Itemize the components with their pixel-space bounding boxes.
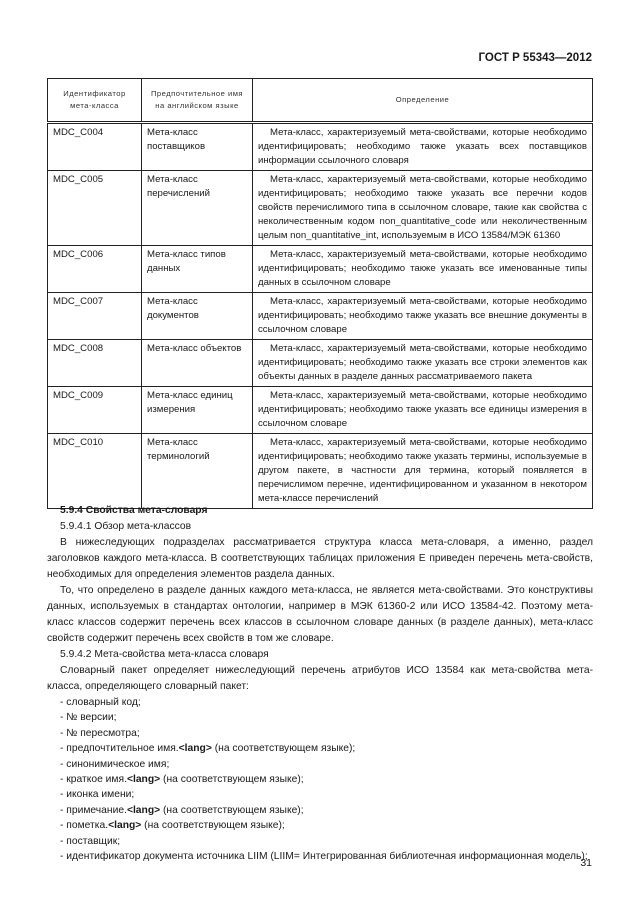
cell-id: MDC_C009 <box>48 387 142 434</box>
list-item <box>47 726 593 741</box>
cell-name: Мета-класс документов <box>142 293 253 340</box>
list-item-post: (на соответствующем языке); <box>160 774 304 786</box>
paragraph: То, что определено в разделе данных каждого мета-класса, не является мета-свойствами. Это конструктивы данных, используемых в стандартах онтологии, например в МЭК 61360-2 или ИСО 13584-42. Поэтому мета-класс классов содержит перечень всех классов в ссылочном словаре данных (в разделе данных), мета-класс свойств содержит перечень всех свойств в том же словаре. <box>47 585 593 644</box>
paragraph: В нижеследующих подразделах рассматривается структура класса мета-словаря, а именно, раздел заголовков каждого мета-класса. В соответствующих таблицах приложения Е приведен перечень мета-свойств, необходимых для определения элементов раздела данных. <box>47 537 593 580</box>
cell-definition: Мета-класс, характеризуемый мета-свойствами, которые необходимо идентифицировать; необходимо также указать все именованные типы данных в ссылочном словаре <box>253 246 593 293</box>
subsection-heading: 5.9.4.1 Обзор мета-классов <box>60 521 192 532</box>
table-row <box>48 434 593 509</box>
column-header-id: Идентификатор мета-класса <box>48 79 142 123</box>
cell-name: Мета-класс единиц измерения <box>142 387 253 434</box>
list-item-pre: - словарный код; <box>60 697 141 708</box>
list-item-bold: <lang> <box>126 804 161 816</box>
list-item-bold: <lang> <box>126 774 161 786</box>
list-item <box>47 695 593 710</box>
list-item <box>47 818 593 833</box>
cell-definition: Мета-класс, характеризуемый мета-свойствами, которые необходимо идентифицировать; необходимо также указать всех поставщиков информации ссылочного словаря <box>253 123 593 171</box>
attribute-list <box>47 695 593 864</box>
list-item-post: (на соответствующем языке); <box>141 820 285 832</box>
list-item-pre: - примечание. <box>60 804 127 816</box>
list-item-pre: - синонимическое имя; <box>60 758 170 770</box>
cell-definition: Мета-класс, характеризуемый мета-свойствами, которые необходимо идентифицировать; необходимо также указать все внешние документы в ссылочном словаре <box>253 293 593 340</box>
meta-class-table <box>47 78 593 509</box>
list-item-pre: - № пересмотра; <box>60 727 140 739</box>
table-row <box>48 171 593 246</box>
cell-name: Мета-класс типов данных <box>142 246 253 293</box>
list-item <box>47 741 593 756</box>
body-text <box>47 503 593 864</box>
list-item-post: (на соответствующем языке); <box>211 743 356 755</box>
cell-id: MDC_C007 <box>48 293 142 340</box>
paragraph: Словарный пакет определяет нижеследующий перечень атрибутов ИСО 13584 как мета-свойства мета-класса, определяющего словарный пакет: <box>47 665 593 692</box>
page-number: 31 <box>580 857 592 869</box>
list-item <box>47 849 593 864</box>
section-heading: 5.9.4 Свойства мета-словаря <box>60 505 208 516</box>
list-item-bold: <lang> <box>178 743 212 755</box>
cell-definition: Мета-класс, характеризуемый мета-свойствами, которые необходимо идентифицировать; необходимо также указать термины, используемые в другом пакете, в частности для термина, который появляется в перечислимом перечне, идентифицированном и указанном в некотором мета-классе перечислений <box>253 434 593 509</box>
list-item <box>47 803 593 818</box>
list-item-pre: - краткое имя. <box>60 774 127 786</box>
cell-name: Мета-класс поставщиков <box>142 123 253 171</box>
column-header-definition: Определение <box>253 79 593 123</box>
standard-header: ГОСТ Р 55343—2012 <box>478 52 592 64</box>
list-item-pre: - поставщик; <box>60 835 121 847</box>
column-header-name: Предпочтительное имя на английском языке <box>142 79 253 123</box>
cell-id: MDC_C006 <box>48 246 142 293</box>
cell-definition: Мета-класс, характеризуемый мета-свойствами, которые необходимо идентифицировать; необходимо также указать все строки элементов как объекты данных в разделе данных рассматриваемого пакета <box>253 340 593 387</box>
cell-id: MDC_C010 <box>48 434 142 509</box>
table-row <box>48 246 593 293</box>
list-item-bold: <lang> <box>108 820 142 832</box>
cell-id: MDC_C004 <box>48 123 142 171</box>
cell-id: MDC_C005 <box>48 171 142 246</box>
list-item <box>47 710 593 725</box>
list-item <box>47 834 593 849</box>
table-row <box>48 340 593 387</box>
cell-definition: Мета-класс, характеризуемый мета-свойствами, которые необходимо идентифицировать; необходимо также указать все перечни кодов свойств перечислимого типа в ссылочном словаре, такие как свойства с неколичественным кодом non_quantitative_code или неколичественным целым non_quantitative_int, используемым в ИСО 13584/МЭК 61360 <box>253 171 593 246</box>
cell-name: Мета-класс терминологий <box>142 434 253 509</box>
table-row <box>48 387 593 434</box>
cell-definition: Мета-класс, характеризуемый мета-свойствами, которые необходимо идентифицировать; необходимо также указать все единицы измерения в ссылочном словаре <box>253 387 593 434</box>
list-item <box>47 757 593 772</box>
cell-name: Мета-класс перечислений <box>142 171 253 246</box>
subsection-heading: 5.9.4.2 Мета-свойства мета-класса словаря <box>60 649 269 660</box>
list-item <box>47 787 593 802</box>
list-item-pre: - пометка. <box>60 820 109 832</box>
table-row <box>48 123 593 171</box>
list-item <box>47 772 593 787</box>
cell-name: Мета-класс объектов <box>142 340 253 387</box>
cell-id: MDC_C008 <box>48 340 142 387</box>
list-item-pre: - предпочтительное имя. <box>60 743 179 755</box>
table-row <box>48 293 593 340</box>
list-item-post: (на соответствующем языке); <box>160 804 304 816</box>
list-item-pre: - идентификатор документа источника LIIM (LIIM= Интегрированная библиотечная информационная модель); <box>60 851 588 863</box>
list-item-pre: - иконка имени; <box>60 789 135 801</box>
list-item-pre: - № версии; <box>60 712 117 724</box>
